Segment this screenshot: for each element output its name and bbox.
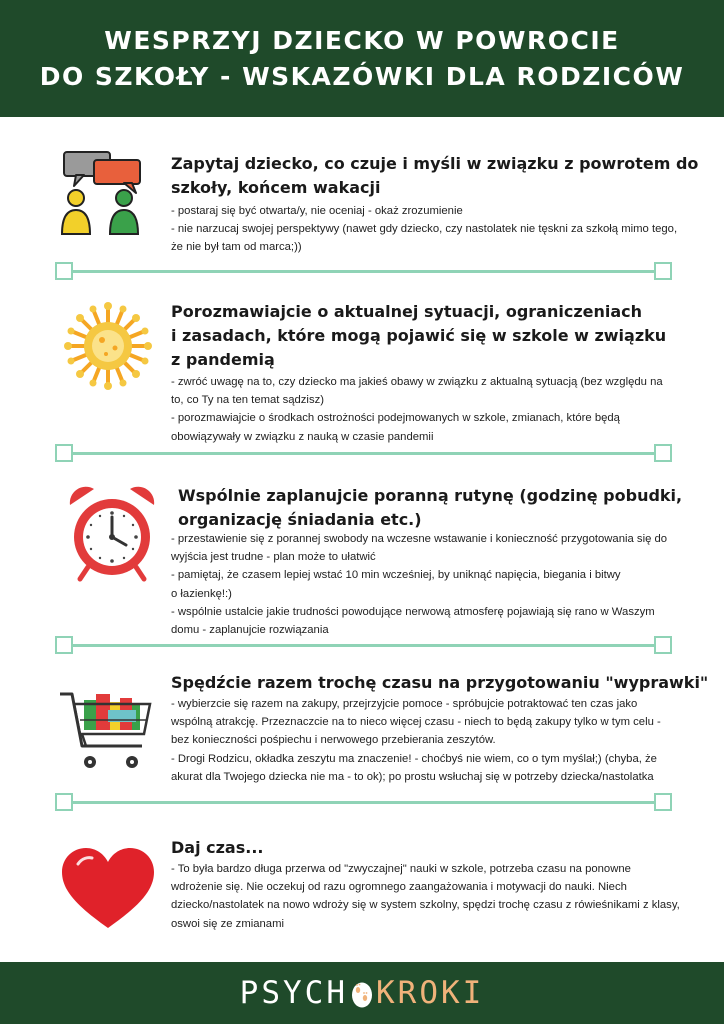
brand-name-part-1: PSYCH	[239, 975, 348, 1011]
section-divider	[55, 636, 672, 654]
brand-logo	[240, 975, 485, 1011]
section-divider	[55, 444, 672, 462]
shopping-cart-icon	[58, 690, 154, 776]
section-title: Wspólnie zaplanujcie poranną rutynę (godzinę pobudki, organizację śniadania etc.)	[178, 486, 683, 529]
section-bullets: - To była bardzo długa przerwa od "zwyczajnej" nauki w szkole, potrzeba czasu na ponowne wdrożenie się. Nie oczekuj od razu ogromnego zaangażowania i motywacji do nauki. Niech dziecko/nastolatek na nowo wdroży się w system szkolny, spędzi trochę czasu z rówieśnikami z klasy, oswoi się ze zmianami	[171, 863, 680, 930]
section-bullets: - wybierzcie się razem na zakupy, przejrzyjcie pomoce - spróbujcie potraktować ten czas jako wspólną atrakcję. Przeznaczcie na to nieco więcej czasu - niech to będą zakupy tylko w tym celu - bez konieczności pośpiechu i nerwowego przebierania zeszytów. - Drogi Rodzicu, okładka zeszytu ma znaczenie! - choćbyś nie wiem, co o tym myślał;) (chyba, że akurat dla Twojego dziecka nie ma - to ok); po prostu wsłuchaj się w potrzeby dziecka/nastolatka	[171, 698, 661, 783]
footer-banner	[0, 962, 724, 1024]
page-title-line-2: DO SZKOŁY - WSKAZÓWKI DLA RODZICÓW	[39, 61, 685, 91]
section-bullets: - postaraj się być otwarta/y, nie oceniaj - okaż zrozumienie - nie narzucaj swojej perspektywy (nawet gdy dziecko, czy nastolatek nie tęskni za szkołą mimo tego, że nie był tam od marca;))	[171, 205, 678, 254]
section-bullets: - przestawienie się z porannej swobody na wczesne wstawanie i konieczność przygotowania się do wyjścia jest trudne - plan może to ułatwić - pamiętaj, że czasem lepiej wstać 10 min wcześniej, by uniknąć napięcia, biegania i bitwy o łazienkę!:) - wspólnie ustalcie jakie trudności powodujące nerwową atmosferę pojawiają się rano w Waszym domu - zaplanujcie rozwiązania	[171, 533, 668, 637]
brand-name-part-2: KROKI	[376, 975, 485, 1011]
section-bullets: - zwróć uwagę na to, czy dziecko ma jakieś obawy w związku z aktualną sytuacją (bez względu na to, co Ty na ten temat sądzisz) - porozmawiajcie o środkach ostrożności podejmowanych w szkole, zmianach, które będą obowiązywały w związku z nauką w czasie pandemii	[171, 376, 663, 443]
conversation-icon	[58, 148, 148, 238]
page-title-line-1: WESPRZYJ DZIECKO W POWROCIE	[104, 25, 620, 55]
section-title: Porozmawiajcie o aktualnej sytuacji, ograniczeniach i zasadach, które mogą pojawić się w szkole w związku z pandemią	[171, 302, 667, 369]
alarm-clock-icon	[66, 483, 158, 583]
virus-icon	[62, 300, 154, 392]
section-title: Zapytaj dziecko, co czuje i myśli w związku z powrotem do szkoły, końcem wakacji	[171, 154, 699, 197]
heart-icon	[60, 846, 156, 932]
section-title: Spędźcie razem trochę czasu na przygotowaniu "wyprawki"	[171, 673, 709, 692]
footprint-icon	[351, 978, 373, 1008]
section-divider	[55, 262, 672, 280]
section-title: Daj czas...	[171, 838, 264, 857]
header-banner	[0, 0, 724, 117]
section-divider	[55, 793, 672, 811]
